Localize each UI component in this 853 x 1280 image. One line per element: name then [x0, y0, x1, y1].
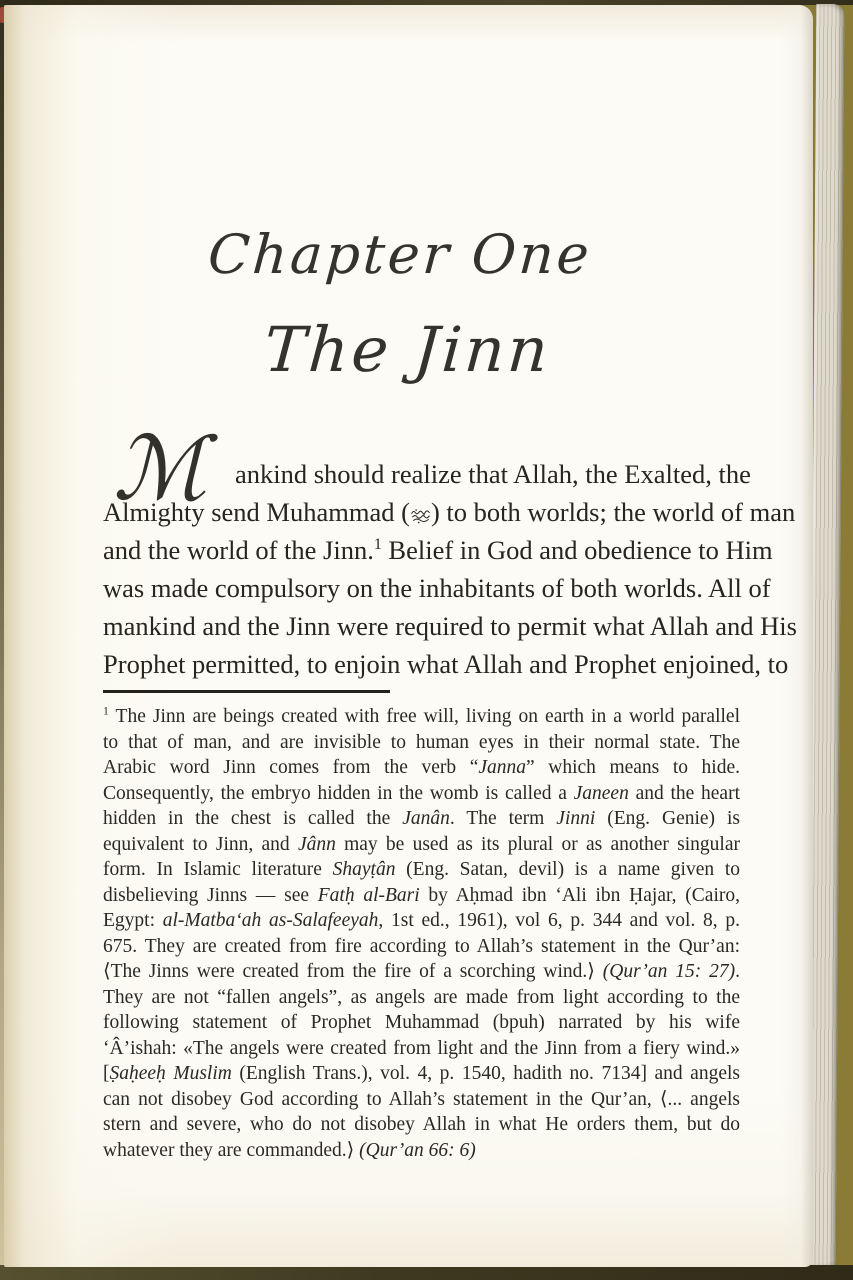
body-text-line: Prophet permitted, to enjoin what Allah and Prophet enjoined, to	[103, 649, 789, 679]
footnote-line: Egypt: al-Matba‘ah as-Salafeeyah, 1st ed., 1961), vol 6, p. 344 and vol. 8, p.	[103, 910, 741, 931]
page-stack-edge	[808, 4, 845, 1267]
body-text-line: was made compulsory on the inhabitants of both worlds. All of	[103, 573, 771, 603]
footnote-line: stern and severe, who do not disobey Allah in what He orders them, but do	[103, 1114, 740, 1135]
pbuh-calligraphy-icon	[410, 508, 431, 524]
footnote-line: hidden in the chest is called the Janân. The term Jinni (Eng. Genie) is	[103, 808, 741, 829]
body-text-line: ankind should realize that Allah, the Exalted, the	[235, 459, 751, 489]
footnote-separator	[103, 690, 390, 693]
body-text-line: mankind and the Jinn were required to permit what Allah and His	[103, 611, 797, 641]
footnote-line: 675. They are created from fire according to Allah’s statement in the Qur’an:	[103, 935, 740, 957]
footnote-line: Arabic word Jinn comes from the verb “Janna” which means to hide.	[103, 757, 740, 778]
footnote-line: ⟨The Jinns were created from the fire of a scorching wind.⟩ (Qur’an 15: 27).	[103, 961, 741, 982]
footnote-text	[103, 704, 740, 1163]
footnote-line: $^1$ The Jinn are beings created with free will, living on earth in a world parallel	[103, 704, 740, 727]
footnote-line: equivalent to Jinn, and Jânn may be used as its plural or as another singular	[103, 833, 740, 855]
footnote-line: following statement of Prophet Muhammad (bpuh) narrated by his wife	[103, 1012, 740, 1033]
drop-cap: ℳ	[113, 417, 208, 520]
footnote-line: to that of man, and are invisible to human eyes in their normal state. The	[103, 731, 740, 753]
footnote-line: can not disobey God according to Allah’s statement in the Qur’an, ⟨... angels	[103, 1088, 740, 1110]
footnote-line: Consequently, the embryo hidden in the womb is called a Janeen and the heart	[103, 782, 740, 804]
chapter-heading: Chapter One	[206, 223, 595, 286]
footnote-line: [Ṣaḥeeḥ Muslim (English Trans.), vol. 4, p. 1540, hadith no. 7134] and angels	[103, 1063, 740, 1084]
footnote-line: They are not “fallen angels”, as angels are made from light according to the	[103, 986, 740, 1008]
chapter-title: The Jinn	[261, 313, 554, 386]
book-page	[4, 5, 813, 1267]
body-text-line: Almighty send Muhammad ( ) to both worlds; the world of man	[103, 497, 796, 527]
book-cover-bottom-edge	[0, 1265, 853, 1280]
page-content	[4, 5, 813, 1267]
footnote-line: disbelieving Jinns — see Fatḥ al-Bari by Aḥmad ibn ‘Ali ibn Ḥajar, (Cairo,	[103, 884, 740, 906]
footnote-line: whatever they are commanded.⟩ (Qur’an 66: 6)	[103, 1139, 476, 1161]
footnote-line: ‘Â’ishah: «The angels were created from light and the Jinn from a fiery wind.»	[103, 1037, 740, 1059]
footnote-section	[103, 690, 740, 1163]
footnote-line: form. In Islamic literature Shayṭân (Eng. Satan, devil) is a name given to	[103, 859, 740, 880]
body-text-line: and the world of the Jinn.$^1$ Belief in God and obedience to Him	[103, 535, 773, 565]
opening-paragraph	[103, 417, 797, 683]
